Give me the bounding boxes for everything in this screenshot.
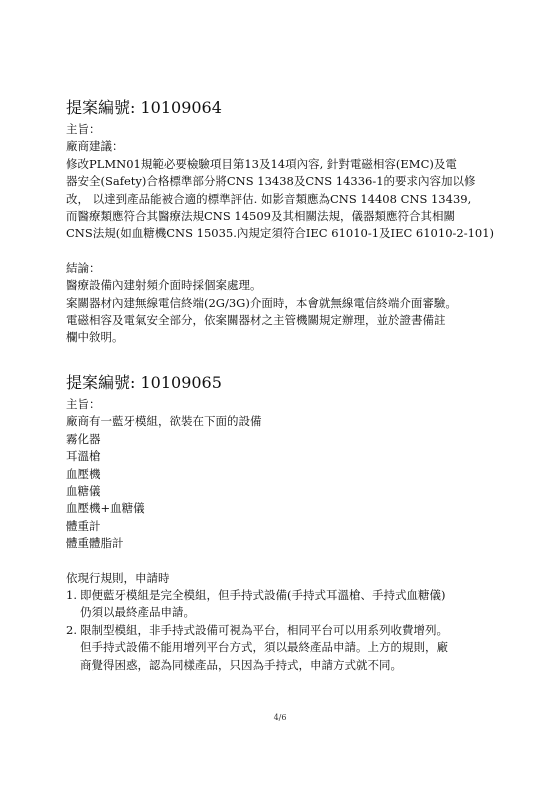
device-item: 體重計	[66, 518, 101, 533]
rule-line: 即便藍牙模組是完全模組，但手持式設備(手持式耳溫槍、手持式血糖儀)	[80, 587, 446, 602]
proposal-title: 提案編號: 10109065	[66, 372, 222, 392]
conclusion-line: 電磁相容及電氣安全部分，依案關器材之主管機關規定辦理，並於證書備註	[66, 313, 446, 328]
subject-label: 主旨：	[66, 122, 101, 136]
device-item: 血壓機	[66, 466, 101, 481]
conclusion-line: 醫療設備內建射頻介面時採個案處理。	[66, 278, 262, 293]
rule-line: 但手持式設備不能用增列平台方式，須以最終產品申請。上方的規則，廠	[80, 640, 448, 655]
rule-item	[66, 622, 500, 674]
suggestion-line: 而醫療類應符合其醫療法規CNS 14509及其相關法規，儀器類應符合其相關	[66, 209, 455, 224]
device-item: 霧化器	[66, 431, 101, 446]
conclusion-label: 結論：	[66, 260, 101, 275]
subject-label: 主旨：	[66, 396, 101, 411]
suggestion-line: 改， 以達到產品能被合適的標準評估. 如影音類應為CNS 14408 CNS 13439,	[66, 191, 472, 206]
device-item: 耳溫槍	[66, 449, 101, 464]
proposal-10109065	[66, 373, 500, 674]
rule-line: 限制型模組，非手持式設備可視為平台，相同平台可以用系列收費增列。	[80, 622, 448, 637]
body-line: 廠商有一藍牙模組，欲裝在下面的設備	[66, 414, 262, 429]
suggestion-label: 廠商建議：	[66, 139, 124, 154]
proposal-10109064	[66, 98, 500, 347]
suggestion-line: 修改PLMN01規範必要檢驗項目第13及14項內容, 針對電磁相容(EMC)及電	[66, 156, 457, 171]
device-item: 體重體脂計	[66, 536, 124, 551]
rule-line: 商覺得困惑，認為同樣產品，只因為手持式，申請方式就不同。	[80, 657, 402, 672]
rule-item	[66, 587, 500, 622]
conclusion-line: 案關器材內建無線電信終端(2G/3G)介面時，本會就無線電信終端介面審驗。	[66, 295, 457, 310]
suggestion-line: 器安全(Safety)合格標準部分將CNS 13438及CNS 14336-1的要求內容加以修	[66, 174, 476, 189]
rule-line: 仍須以最終產品申請。	[80, 605, 195, 620]
device-item: 血壓機+血糖儀	[66, 501, 145, 516]
page-number: 4/6	[273, 713, 287, 722]
rule-list	[66, 587, 500, 674]
rule-intro: 依現行規則，申請時	[66, 570, 170, 585]
rule-number: 2.	[66, 622, 77, 637]
suggestion-line: CNS法規(如血糖機CNS 15035.內規定須符合IEC 61010-1及IEC 61010-2-101)	[66, 226, 495, 241]
conclusion-line: 欄中敘明。	[66, 330, 124, 345]
rule-number: 1.	[66, 587, 77, 602]
device-item: 血糖儀	[66, 483, 101, 498]
proposal-title: 提案編號: 10109064	[66, 98, 222, 117]
